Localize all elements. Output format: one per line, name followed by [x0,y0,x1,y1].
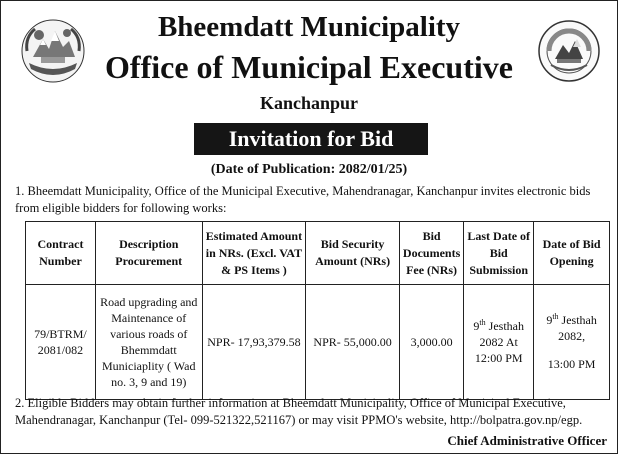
col-bid-security: Bid Security Amount (NRs) [306,222,400,285]
last-date-day: 9 [473,319,480,333]
opening-date: Jesthah 2082, [558,313,597,343]
office-title: Office of Municipal Executive [105,49,513,85]
col-description: Description Procurement [95,222,202,285]
notice-banner: Invitation for Bid [194,123,428,155]
col-estimated-amount: Estimated Amount in NRs. (Excl. VAT & PS Items ) [202,222,306,285]
doc-fee-cell: 3,000.00 [399,285,463,400]
col-last-date: Last Date of Bid Submission [464,222,534,285]
col-contract-number: Contract Number [26,222,96,285]
estimated-amount-cell: NPR- 17,93,379.58 [202,285,306,400]
location-title: Kanchanpur [259,93,359,113]
col-opening-date: Date of Bid Opening [534,222,610,285]
last-date-cell [464,285,534,400]
opening-time: 13:00 PM [547,357,596,371]
bid-table [25,221,610,400]
contract-number-cell: 79/BTRM/ 2081/082 [26,285,96,400]
opening-day: 9 [546,313,553,327]
municipality-title: Bheemdatt Municipality [157,11,461,43]
last-date-suffix: th [479,318,486,327]
footer-paragraph: 2. Eligible Bidders may obtain further information at Bheemdatt Municipality, Office of Municipal Executive, Mahendranagar, Kanchanpur (Tel- 099-521322,521167) or may visit PPMO's website, http://bolpatra.gov.np/egp. [15,396,583,427]
opening-suffix: th [552,312,559,321]
last-date-rest: Jesthah 2082 At 12:00 PM [474,319,524,365]
opening-date-cell [534,285,610,400]
table-row [26,285,610,400]
col-doc-fee: Bid Documents Fee (NRs) [399,222,463,285]
intro-paragraph: 1. Bheemdatt Municipality, Office of the Municipal Executive, Mahendranagar, Kanchanpur invites electronic bids from eligible bidders for following works: [15,184,591,215]
bid-security-cell: NPR- 55,000.00 [306,285,400,400]
publication-date: (Date of Publication: 2082/01/25) [210,162,408,177]
description-cell: Road upgrading and Maintenance of various roads of Bhemmdatt Municiaplity ( Wad no. 3, 9 and 19) [95,285,202,400]
signoff: Chief Administrative Officer [447,433,607,448]
table-header-row [26,222,610,285]
